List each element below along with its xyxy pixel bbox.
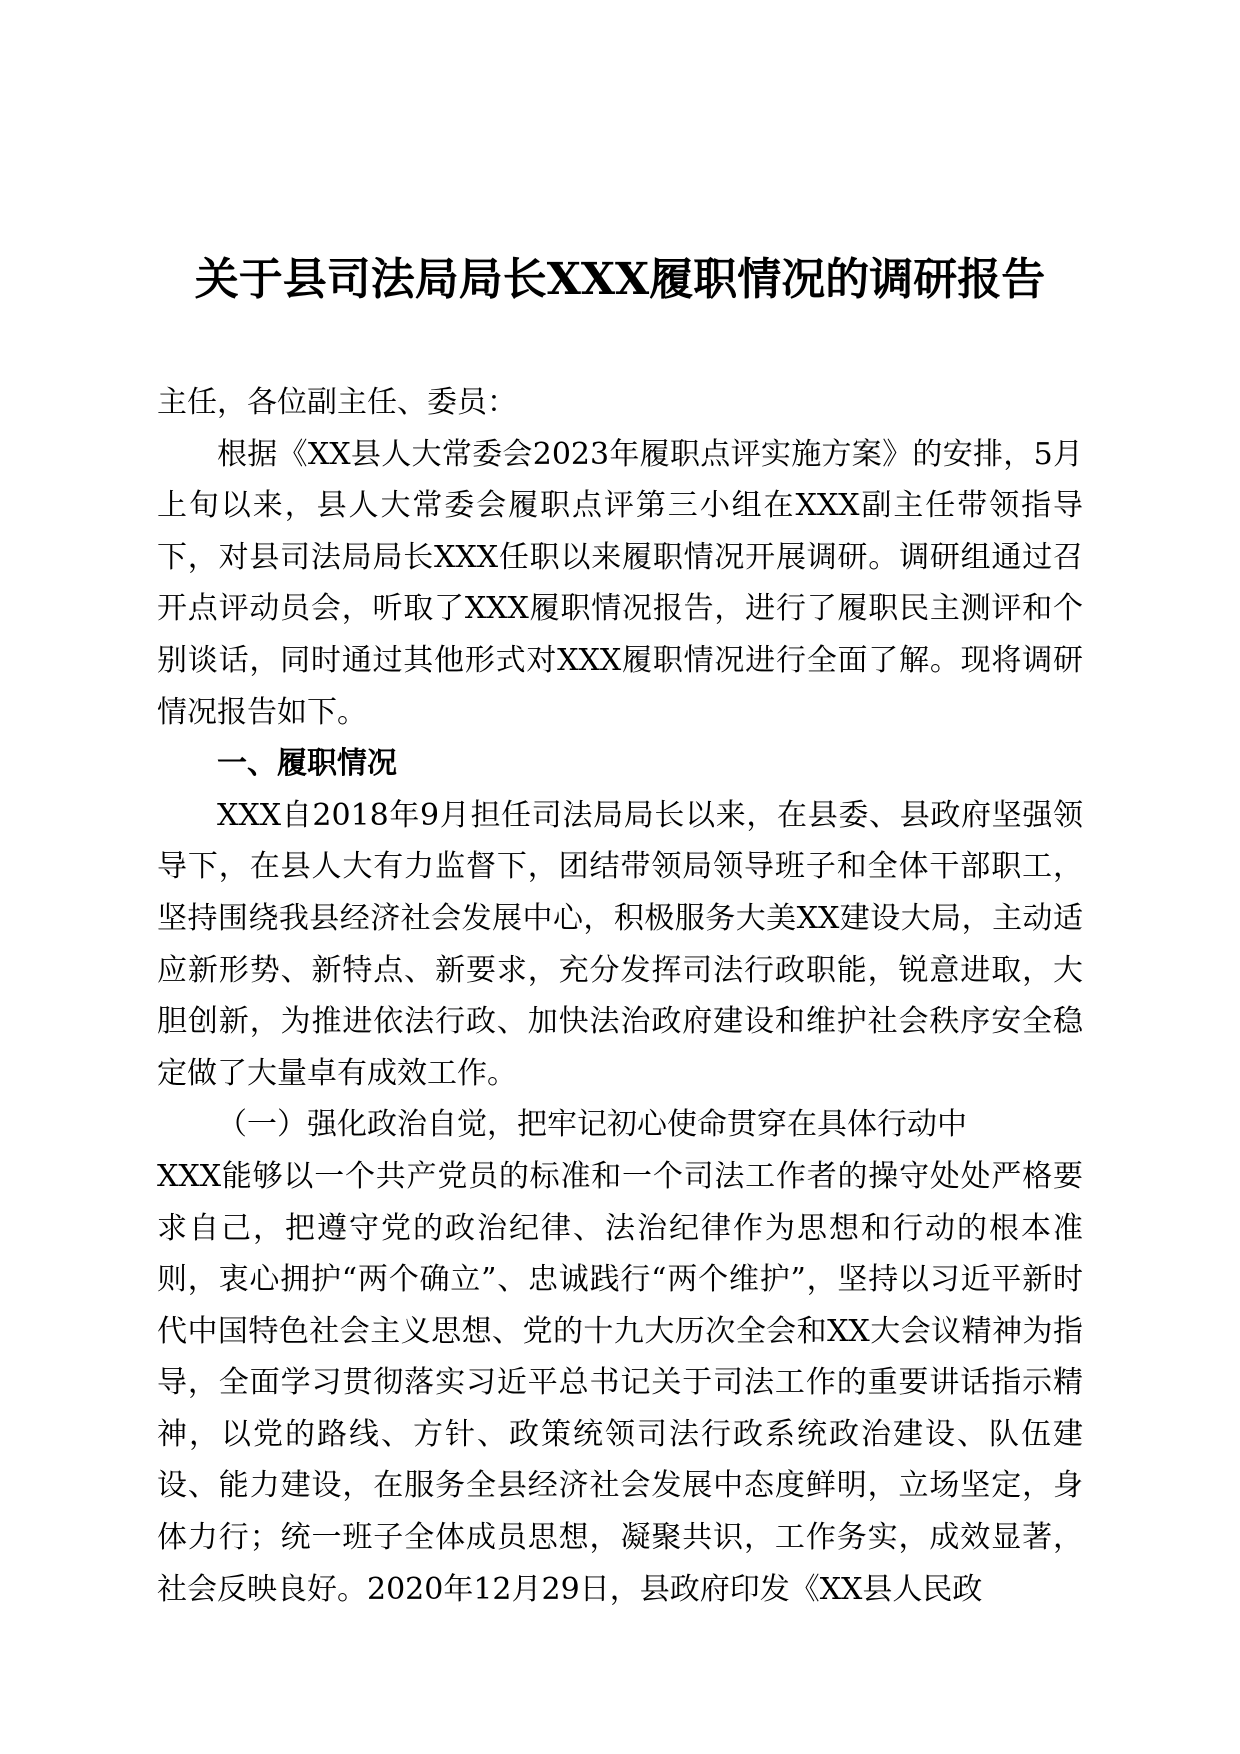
document-body	[157, 377, 1083, 1615]
section-heading: 一、履职情况	[217, 746, 397, 782]
subsection-heading: （一）强化政治自觉，把牢记初心使命贯穿在具体行动中	[217, 1107, 967, 1143]
section-paragraph: XXX自2018年9月担任司法局局长以来，在县委、县政府坚强领导下，在县人大有力监督下，团结带领局领导班子和全体干部职工，坚持围绕我县经济社会发展中心，积极服务大美XX建设大局，主动适应新形势、新特点、新要求，充分发挥司法行政职能，锐意进取，大胆创新，为推进依法行政、加快法治政府建设和维护社会秩序安全稳定做了大量卓有成效工作。	[157, 797, 1083, 1091]
intro-paragraph: 根据《XX县人大常委会2023年履职点评实施方案》的安排，5月上旬以来，县人大常委会履职点评第三小组在XXX副主任带领指导下，对县司法局局长XXX任职以来履职情况开展调研。调研组通过召开点评动员会，听取了XXX履职情况报告，进行了履职民主测评和个别谈话，同时通过其他形式对XXX履职情况进行全面了解。现将调研情况报告如下。	[157, 436, 1083, 730]
salutation: 主任，各位副主任、委员：	[157, 385, 517, 420]
document-title: 关于县司法局局长XXX履职情况的调研报告	[194, 254, 1046, 305]
subsection-paragraph: XXX能够以一个共产党员的标准和一个司法工作者的操守处处严格要求自己，把遵守党的政治纪律、法治纪律作为思想和行动的根本准则，衷心拥护“两个确立”、忠诚践行“两个维护”，坚持以习近平新时代中国特色社会主义思想、党的十九大历次全会和XX大会议精神为指导，全面学习贯彻落实习近平总书记关于司法工作的重要讲话指示精神，以党的路线、方针、政策统领司法行政系统政治建设、队伍建设、能力建设，在服务全县经济社会发展中态度鲜明，立场坚定，身体力行；统一班子全体成员思想，凝聚共识，工作务实，成效显著，社会反映良好。2020年12月29日，县政府印发《XX县人民政	[157, 1158, 1083, 1607]
